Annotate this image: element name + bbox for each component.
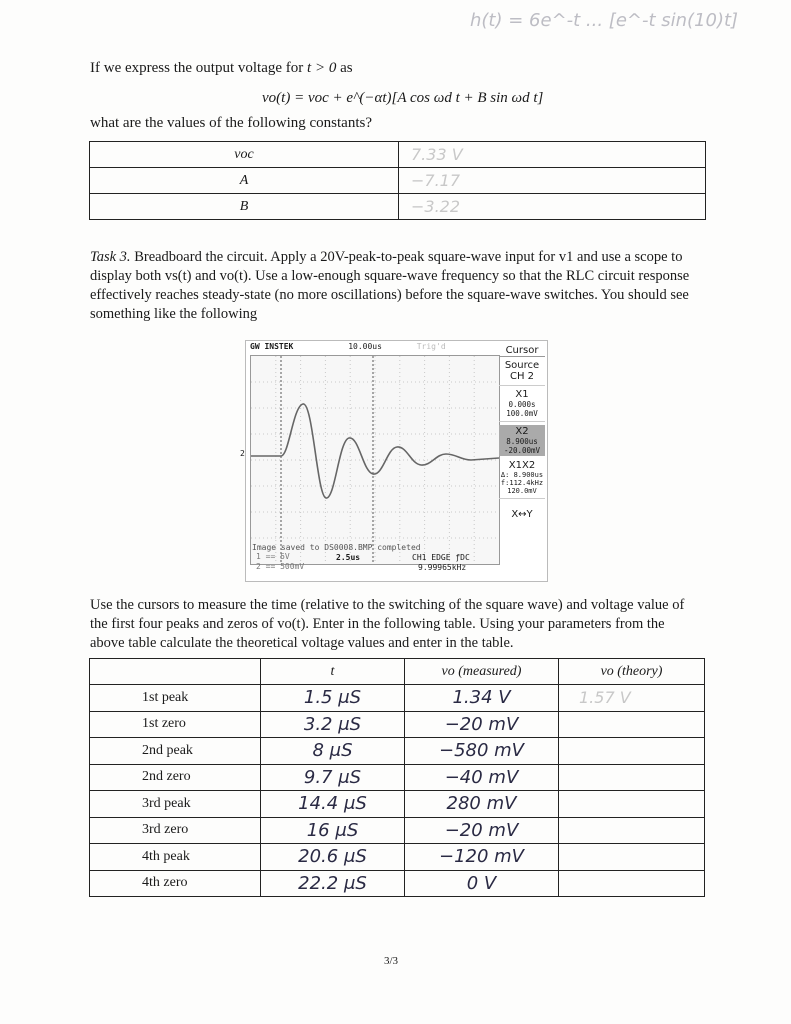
constant-value[interactable]: −3.22 [399, 194, 706, 220]
theory-cell[interactable] [559, 844, 705, 871]
constant-value[interactable]: −7.17 [399, 168, 706, 194]
theory-cell[interactable] [559, 738, 705, 765]
scope-screen [250, 355, 500, 565]
intro-line [90, 60, 353, 77]
constant-label: B [90, 194, 399, 220]
measured-cell[interactable]: −40 mV [405, 764, 559, 791]
measurement-row [90, 685, 705, 712]
source-value: CH 2 [499, 371, 545, 386]
theory-cell[interactable] [559, 764, 705, 791]
constant-label: A [90, 168, 399, 194]
x1-time: 0.000s [508, 400, 536, 409]
delta-time: Δ: 8.900us [500, 471, 544, 479]
oscilloscope-screenshot [240, 340, 548, 582]
x1-label: X1 [515, 389, 529, 400]
instructions: Use the cursors to measure the time (relative to the switching of the square wave) and voltage value of the first four peaks and zeros of vo(t). Enter in the following table. Using your parameters from the above table calculate the theoretical voltage values and enter in the table. [90, 597, 685, 651]
row-label: 2nd peak [90, 738, 261, 765]
measured-cell[interactable]: 1.34 V [405, 685, 559, 712]
measured-cell[interactable]: 0 V [405, 870, 559, 897]
measured-cell[interactable]: −580 mV [405, 738, 559, 765]
task3-heading: Task 3. [90, 249, 131, 265]
scope-trig: Trig'd [416, 342, 446, 351]
measurement-row [90, 764, 705, 791]
scope-timebase: 10.00us [348, 342, 382, 351]
theory-cell[interactable] [559, 817, 705, 844]
intro-as: as [340, 60, 353, 76]
trigger-info: CH1 EDGE ƒDC [412, 553, 470, 562]
measured-cell[interactable]: −20 mV [405, 711, 559, 738]
ch2-scale: 2 == 500mV [256, 562, 305, 571]
delta-freq: f:112.4kHz [500, 479, 544, 487]
waveform-trace [251, 404, 499, 498]
x2-volt: -20.00mV [503, 446, 541, 455]
time-cell[interactable]: 20.6 μS [261, 844, 405, 871]
row-label: 3rd zero [90, 817, 261, 844]
measurement-header [90, 659, 705, 685]
theory-cell[interactable] [559, 870, 705, 897]
measured-cell[interactable]: −120 mV [405, 844, 559, 871]
time-cell[interactable]: 22.2 μS [261, 870, 405, 897]
x2-box [499, 425, 545, 456]
theory-cell[interactable]: 1.57 V [559, 685, 705, 712]
scope-header [250, 342, 500, 351]
header-theory: vo (theory) [559, 659, 705, 685]
x1-volt: 100.0mV [499, 409, 545, 422]
measurement-table [89, 658, 705, 897]
theory-cell[interactable] [559, 791, 705, 818]
top-scribble: h(t) = 6e^-t ... [e^-t sin(10)t] [470, 10, 739, 31]
time-cell[interactable]: 3.2 μS [261, 711, 405, 738]
scope-side-panel [499, 345, 545, 520]
xy-toggle[interactable]: X↔Y [511, 509, 533, 520]
intro-question: what are the values of the following constants? [90, 115, 372, 131]
source-label: Source [504, 360, 540, 371]
time-cell[interactable]: 16 μS [261, 817, 405, 844]
constants-row [90, 194, 706, 220]
time-cell[interactable]: 8 μS [261, 738, 405, 765]
measurement-row [90, 738, 705, 765]
measured-cell[interactable]: −20 mV [405, 817, 559, 844]
measurement-row [90, 791, 705, 818]
scope-brand: GW INSTEK [250, 342, 294, 351]
x2-time: 8.900us [506, 437, 538, 446]
measured-cell[interactable]: 280 mV [405, 791, 559, 818]
row-label: 1st zero [90, 711, 261, 738]
scope-status: Image saved to DS0008.BMP completed [252, 543, 421, 552]
row-label: 3rd peak [90, 791, 261, 818]
theory-cell[interactable] [559, 711, 705, 738]
measurement-row [90, 870, 705, 897]
trigger-frequency: 9.99965kHz [418, 563, 467, 572]
side-title: Cursor [499, 345, 545, 357]
intro-text: If we express the output voltage for [90, 60, 304, 76]
ch1-scale: 1 == 5V [256, 552, 290, 561]
header-measured: vo (measured) [405, 659, 559, 685]
horizontal-scale: 2.5us [336, 553, 361, 562]
row-label: 4th peak [90, 844, 261, 871]
page-number: 3/3 [384, 955, 399, 967]
scope-grid [251, 356, 499, 564]
constants-row [90, 142, 706, 168]
delta-volt: 120.0mV [499, 487, 545, 499]
task3-paragraph [90, 248, 700, 324]
row-label: 1st peak [90, 685, 261, 712]
output-equation: vo(t) = voc + e^(−αt)[A cos ωd t + B sin ωd t] [262, 90, 544, 106]
constants-table [89, 141, 706, 220]
measurement-row [90, 711, 705, 738]
header-blank [90, 659, 261, 685]
constants-row [90, 168, 706, 194]
task3-text: Breadboard the circuit. Apply a 20V-peak-to-peak square-wave input for v1 and use a scope to display both vs(t) and vo(t). Use a low-enough square-wave frequency so that the RLC circuit response effectively reaches steady-state (no more oscillations) before the square-wave switches. You should see something like the following [90, 249, 690, 322]
time-cell[interactable]: 9.7 μS [261, 764, 405, 791]
time-cell[interactable]: 14.4 μS [261, 791, 405, 818]
time-cell[interactable]: 1.5 μS [261, 685, 405, 712]
constant-value[interactable]: 7.33 V [399, 142, 706, 168]
row-label: 4th zero [90, 870, 261, 897]
header-t: t [261, 659, 405, 685]
scope-ch-marker: 2 [240, 449, 245, 458]
x1x2-label: X1X2 [508, 460, 536, 471]
constant-label: voc [90, 142, 399, 168]
intro-condition: t > 0 [307, 60, 337, 76]
row-label: 2nd zero [90, 764, 261, 791]
x2-label: X2 [515, 426, 529, 437]
measurement-row [90, 844, 705, 871]
measurement-row [90, 817, 705, 844]
